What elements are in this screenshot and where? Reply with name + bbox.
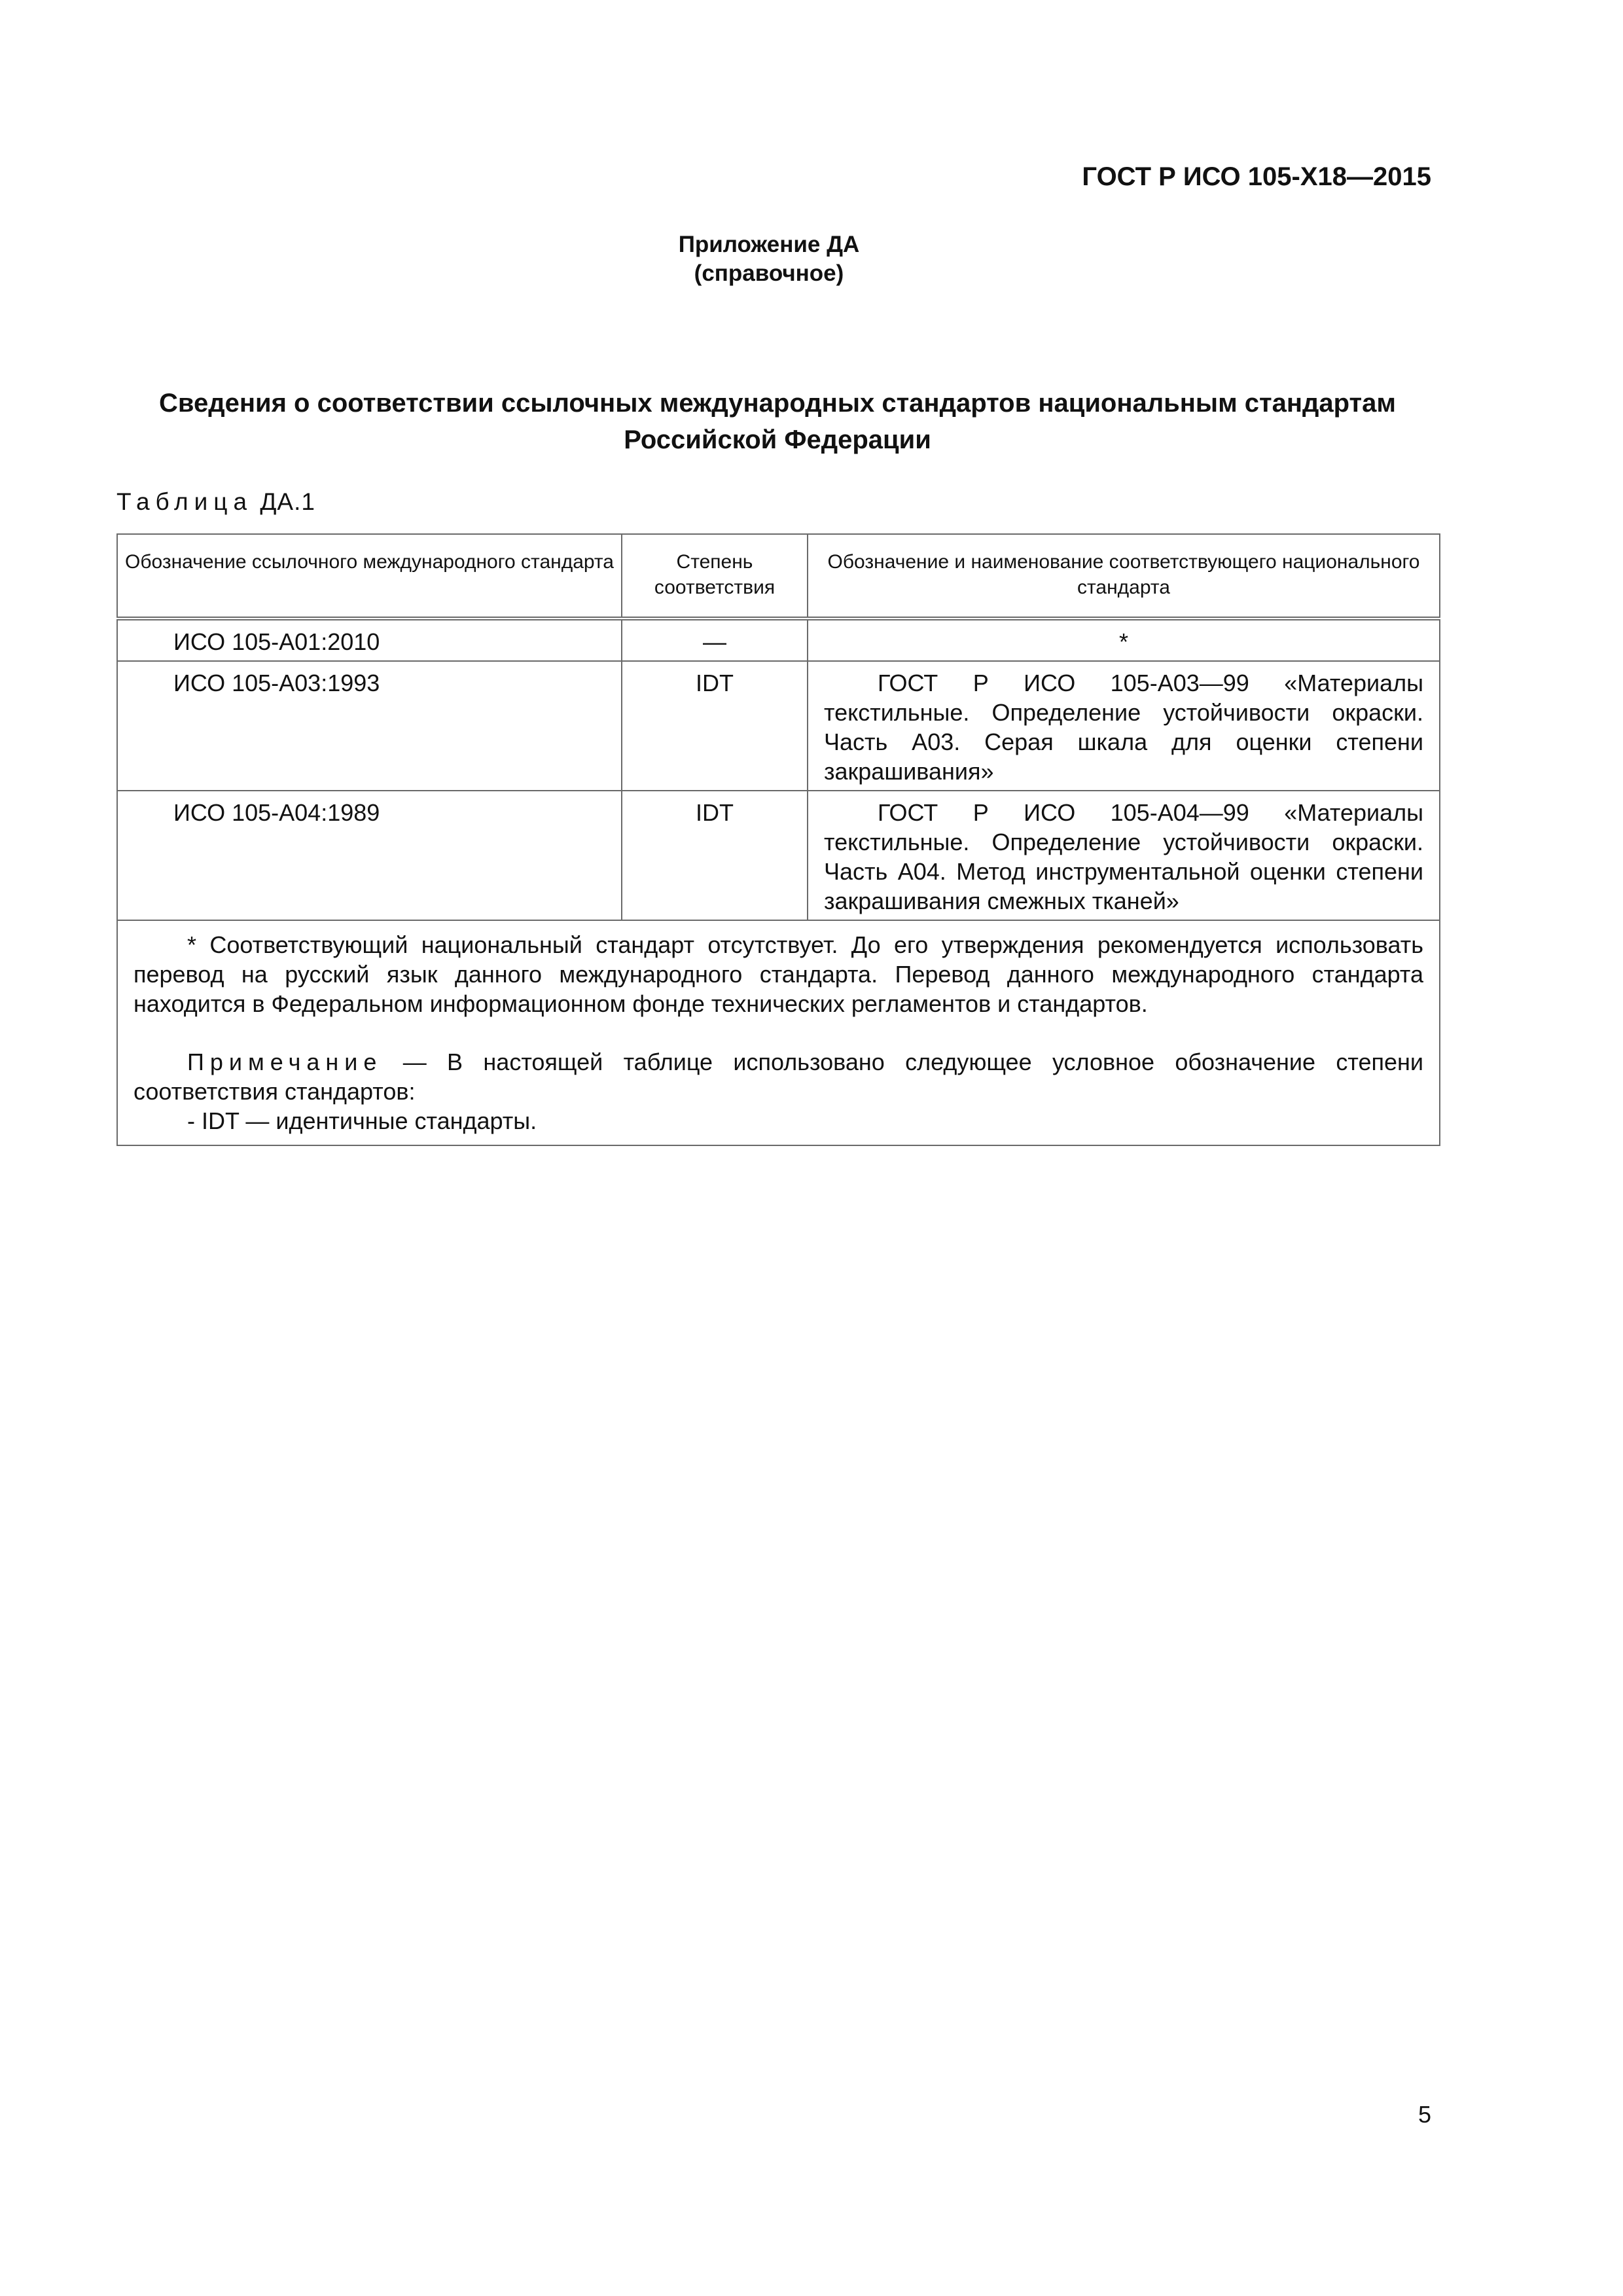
cell-ref: ИСО 105-А04:1989 <box>117 791 622 920</box>
page-number: 5 <box>1418 2101 1431 2128</box>
cell-ref: ИСО 105-А03:1993 <box>117 661 622 791</box>
column-header-national: Обозначение и наименование соответствующего национального стандарта <box>808 534 1440 619</box>
cell-national: ГОСТ Р ИСО 105-А03—99 «Материалы текстильные. Определение устойчивости окраски. Часть А03. Серая шкала для оценки степени закрашивания» <box>808 661 1440 791</box>
annex-title-block <box>0 230 1538 288</box>
table-caption-number: ДА.1 <box>260 488 315 515</box>
cell-degree: — <box>622 619 808 661</box>
table-footnote: * Соответствующий национальный стандарт отсутствует. До его утверждения рекомендуется использовать перевод на русский язык данного международного стандарта. Перевод данного международного стандарта находится в Федеральном информационном фонде технических регламентов и стандартов. <box>134 931 1423 1017</box>
table-row <box>117 619 1440 661</box>
table-row <box>117 661 1440 791</box>
table-footer <box>117 920 1440 1145</box>
column-header-degree: Степень соответствия <box>622 534 808 619</box>
annex-type: (справочное) <box>694 260 844 286</box>
cell-national: ГОСТ Р ИСО 105-А04—99 «Материалы текстильные. Определение устойчивости окраски. Часть А04. Метод инструментальной оценки степени закрашивания смежных тканей» <box>808 791 1440 920</box>
cell-ref: ИСО 105-А01:2010 <box>117 619 622 661</box>
column-header-ref: Обозначение ссылочного международного стандарта <box>117 534 622 619</box>
cell-degree: IDT <box>622 661 808 791</box>
table-header-row <box>117 534 1440 619</box>
table-footer-row <box>117 920 1440 1145</box>
cell-national: * <box>808 619 1440 661</box>
table-caption <box>116 488 315 516</box>
document-code: ГОСТ Р ИСО 105-X18—2015 <box>1082 162 1431 191</box>
section-heading-line-2: Российской Федерации <box>624 425 931 454</box>
section-heading <box>116 385 1438 458</box>
note-text: — В настоящей таблице использовано следующее условное обозначение степени соответствия стандартов: <box>134 1049 1423 1105</box>
references-table <box>116 533 1440 1146</box>
note-item: - IDT — идентичные стандарты. <box>187 1107 537 1134</box>
table-note <box>134 1047 1423 1106</box>
table-row <box>117 791 1440 920</box>
note-label: Примечание <box>187 1049 383 1075</box>
table-caption-label: Таблица <box>116 488 253 515</box>
section-heading-line-1: Сведения о соответствии ссылочных международных стандартов национальным стандартам <box>159 389 1396 418</box>
cell-degree: IDT <box>622 791 808 920</box>
annex-title: Приложение ДА <box>678 232 860 257</box>
